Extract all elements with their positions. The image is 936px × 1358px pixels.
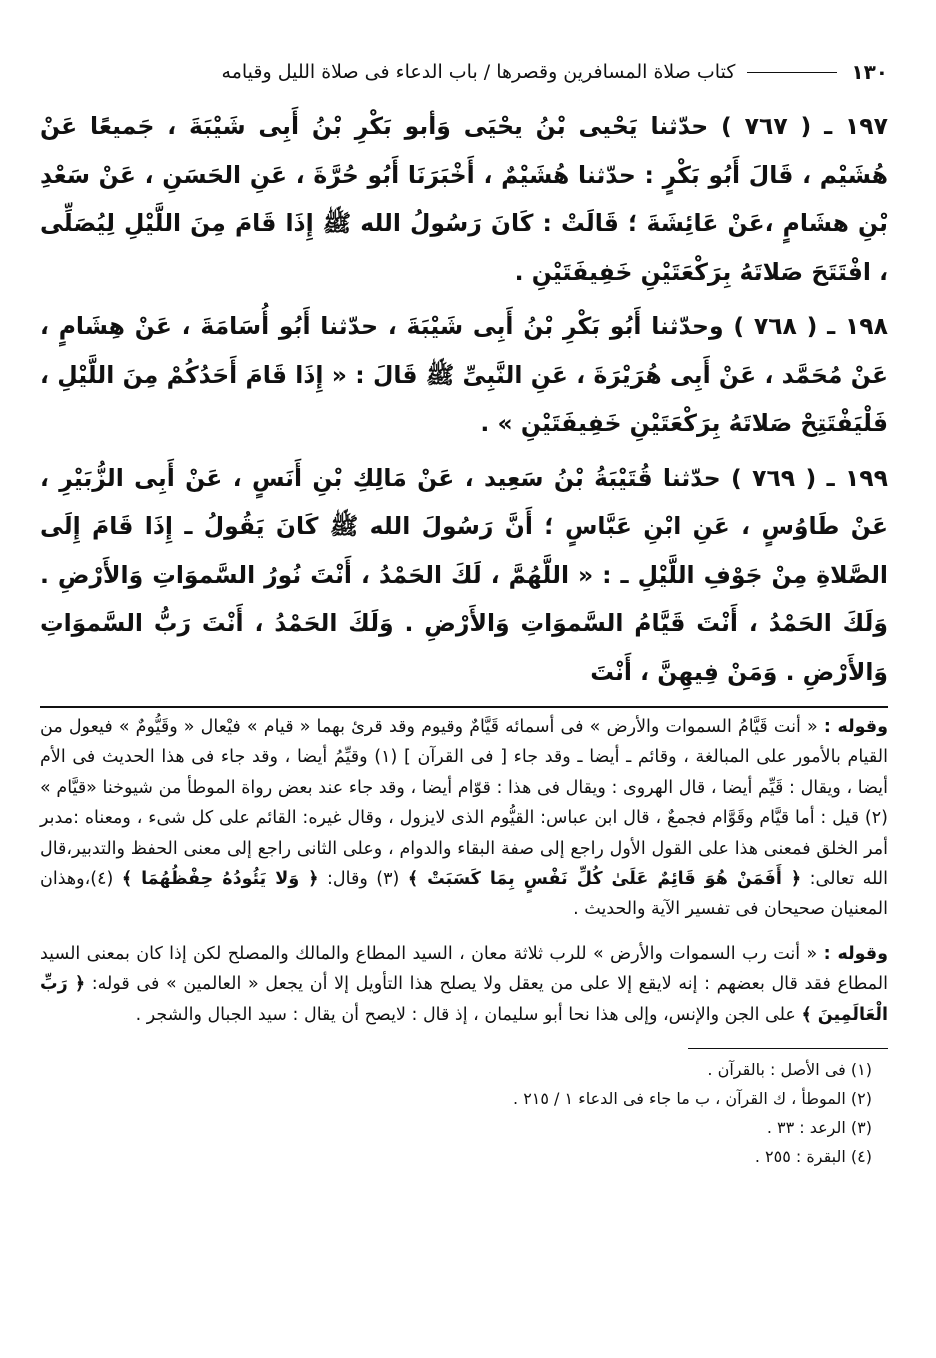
running-header [40,52,888,92]
footnote: (٤) البقرة : ٢٥٥ . [754,1147,872,1167]
hadith-197: ١٩٧ ـ ( ٧٦٧ ) حدّثنا يَحْيى بْنُ يحْيَى وَأبو بَكْرِ بْنُ أَبِى شَيْبَةَ ، جَميعًا عَنْ هُشَيْم ، قَالَ أَبُو بَكْرٍ : حدّثنا هُشَيْمٌ ، أَخْبَرَنَا أَبُو حُرَّةَ ، عَنِ الحَسَنِ ، عَنْ سَعْدِ بْنِ هشَامٍ ،عَنْ عَائِشَةَ ؛ قَالَتْ : كَانَ رَسُولُ الله ﷺ إِذَا قَامَ مِنَ اللَّيْلِ لِيُصَلِّى ، افْتَتَحَ صَلاتَهُ بِرَكْعَتَيْنِ خَفِيفَتَيْنِ . [40,112,888,286]
quran-verse: ﴿ رَبِّ الْعَالَمِينَ ﴾ [40,974,888,1025]
footnote: (٢) الموطأ ، ك القرآن ، ب ما جاء فى الدعاء ١ / ٢١٥ . [513,1089,872,1109]
footnote: (٣) الرعد : ٣٣ . [766,1118,872,1138]
commentary-paragraph [40,712,888,925]
commentary-divider [40,706,888,708]
page-number: ١٣٠ [851,60,888,84]
hadith-198: ١٩٨ ـ ( ٧٦٨ ) وحدّثنا أَبُو بَكْرِ بْنُ أَبِى شَيْبَةَ ، حدّثنا أَبُو أُسَامَةَ ، عَنْ هِشَامٍ ، عَنْ مُحَمَّد ، عَنْ أَبِى هُرَيْرَةَ ، عَنِ النَّبِىِّ ﷺ قَالَ : « إِذَا قَامَ أَحَدُكُمْ مِنَ اللَّيْلِ ، فَلْيَفْتَتِحْ صَلاتَهُ بِرَكْعَتَيْنِ خَفِيفَتَيْنِ » . [40,312,888,437]
quran-verse: ﴿ أَفَمَنْ هُوَ قَائِمٌ عَلَىٰ كُلِّ نَفْسٍ بِمَا كَسَبَتْ ﴾ [407,869,802,890]
commentary-lead: وقوله : [823,717,888,737]
commentary-text: (٣) وقال: [318,869,408,890]
footnotes [40,1055,888,1171]
commentary-text: « أنت رب السموات والأرض » للرب ثلاثة معان ، السيد المطاع والمالك والمصلح لكن إذا كان بمعنى السيد المطاع فقد قال بعضهم : إنه لايقع إلا على من يعقل ولا يصلح هذا التأويل إلا أن يجعل « العالمين » فى قوله: [40,943,888,995]
footnote: (١) فى الأصل : بالقرآن . [707,1060,872,1080]
commentary-paragraph [40,939,888,1030]
header-rule [747,72,837,73]
commentary-text: « أنت قَيَّامُ السموات والأرض » فى أسمائه قَيَّامٌ وقيوم وقد قرئ بهما « قيام » فيْعال « وقَيُّومٌ » فيعول من القيام بالأمور على المبالغة ، وقائم ـ أيضا ـ وقد جاء [ فى القرآن ] (١) وقيِّمُ أيضا ، وقد جاء فى هذا الحديث فى الأم أيضا ، ويقال : قَيِّم أيضا ، قال الهروى : ويقال فى هذا : قوّام أيضا ، وقد جاء عند بعض رواة الموطأ من شيوخنا «قيَّام » (٢) قيل : أما قيَّام وقَوَّام فجمعٌ ، قال ابن عباس: القيُّوم الذى لايزول ، وقال غيره: القائم على كل شىء ، ومعناه :مدبر أمر الخلق فمعنى هذا على القول الأول راجع إلى صفة البقاء والدوام ، وعلى الثانى راجع إلى معنى الحفظ والتدبير،قال الله تعالى: [40,717,888,890]
footnote-divider [688,1048,888,1049]
commentary-lead: وقوله : [823,943,888,964]
commentary-text: على الجن والإنس، وإلى هذا نحا أبو سليمان ، إذ قال : لايصح أن يقال : سيد الجبال والشجر . [135,1004,802,1025]
hadith-199: ١٩٩ ـ ( ٧٦٩ ) حدّثنا قُتَيْبَةُ بْنُ سَعِيد ، عَنْ مَالِكِ بْنِ أَنَسٍ ، عَنْ أَبِى الزُّبَيْرِ ، عَنْ طَاوُسٍ ، عَنِ ابْنِ عَبَّاسٍ ؛ أَنَّ رَسُولَ الله ﷺ كَانَ يَقُولُ ـ إِذَا قَامَ إِلَى الصَّلاةِ مِنْ جَوْفِ اللَّيْلِ ـ : « اللَّهُمَّ ، لَكَ الحَمْدُ ، أَنْتَ نُورُ السَّموَاتِ وَالأَرْضِ . وَلَكَ الحَمْدُ ، أَنْتَ قَيَّامُ السَّموَاتِ وَالأَرْضِ . وَلَكَ الحَمْدُ ، أَنْتَ رَبُّ السَّموَاتِ وَالأَرْضِ . وَمَنْ فِيهِنَّ ، أَنْتَ [40,463,888,686]
commentary-text: (٤)،وهذان المعنيان صحيحان فى تفسير الآية والحديث . [40,869,888,920]
running-title: كتاب صلاة المسافرين وقصرها / باب الدعاء فى صلاة الليل وقيامه [221,61,736,83]
quran-verse: ﴿ وَلا يَئُودُهُ حِفْظُهُمَا ﴾ [121,869,319,890]
